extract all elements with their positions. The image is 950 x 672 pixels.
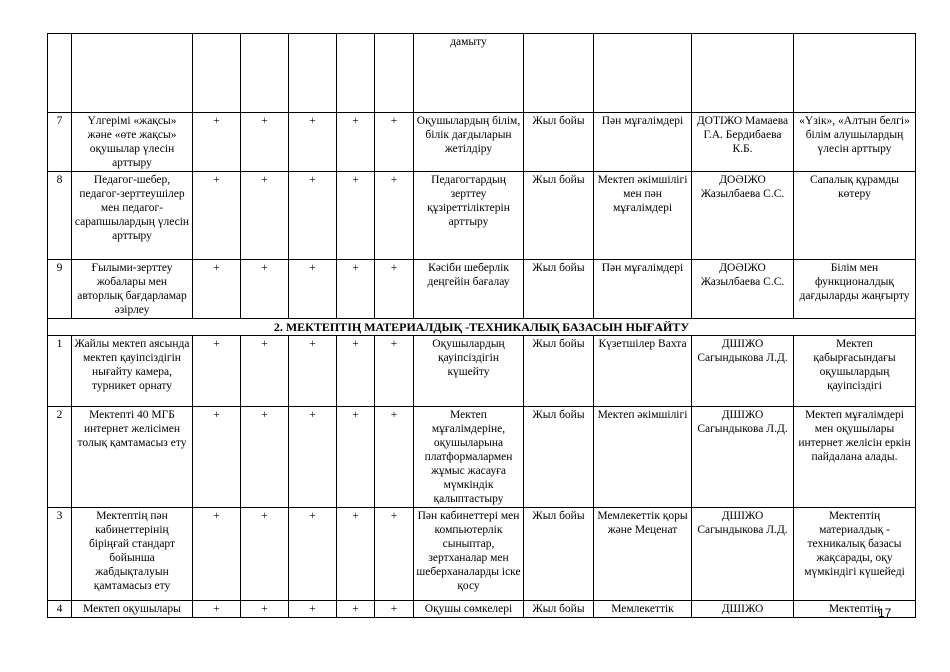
row-number: 4	[48, 601, 72, 618]
term-cell: Жыл бойы	[524, 260, 594, 319]
page-number: 17	[878, 606, 892, 620]
responsible-cell	[692, 34, 794, 113]
goal-cell: Оқушылардың қауіпсіздігін күшейту	[414, 336, 524, 407]
plus-cell: +	[193, 508, 241, 601]
row-number: 7	[48, 113, 72, 172]
result-cell	[794, 34, 916, 113]
plus-cell: +	[241, 508, 289, 601]
plus-cell	[375, 34, 414, 113]
plus-cell: +	[193, 407, 241, 508]
result-cell: Мектептің материалдық - техникалық базасы жақсарады, оқу мүмкіндігі күшейеді	[794, 508, 916, 601]
plus-cell: +	[193, 260, 241, 319]
row-number: 2	[48, 407, 72, 508]
responsible-cell: ДШІЖО	[692, 601, 794, 618]
plus-cell: +	[337, 508, 375, 601]
result-cell: Мектептің	[794, 601, 916, 618]
plus-cell: +	[193, 336, 241, 407]
result-cell: Мектеп қабырғасындағы оқушылардың қауіпсіздігі	[794, 336, 916, 407]
goal-cell: Кәсіби шеберлік деңгейін бағалау	[414, 260, 524, 319]
plus-cell: +	[337, 336, 375, 407]
responsible-cell: ДОӘІЖО Жазылбаева С.С.	[692, 172, 794, 260]
plus-cell	[193, 34, 241, 113]
row-number	[48, 34, 72, 113]
row-number: 9	[48, 260, 72, 319]
result-cell: Білім мен функционалдық дағдыларды жаңғырту	[794, 260, 916, 319]
executor-cell: Пән мұғалімдері	[594, 260, 692, 319]
goal-cell: дамыту	[414, 34, 524, 113]
plus-cell	[241, 34, 289, 113]
activity-cell: Үлгерімі «жақсы» және «өте жақсы» оқушылар үлесін арттыру	[72, 113, 193, 172]
plus-cell: +	[241, 336, 289, 407]
plus-cell: +	[241, 260, 289, 319]
responsible-cell: ДОТІЖО Мамаева Г.А. Бердибаева К.Б.	[692, 113, 794, 172]
responsible-cell: ДОӘІЖО Жазылбаева С.С.	[692, 260, 794, 319]
goal-cell: Мектеп мұғалімдеріне, оқушыларына платформалармен жұмыс жасауға мүмкіндік қалыптастыру	[414, 407, 524, 508]
term-cell: Жыл бойы	[524, 113, 594, 172]
plus-cell: +	[289, 601, 337, 618]
plus-cell: +	[289, 113, 337, 172]
executor-cell	[594, 34, 692, 113]
executor-cell: Пән мұғалімдері	[594, 113, 692, 172]
row-number: 1	[48, 336, 72, 407]
plus-cell: +	[337, 601, 375, 618]
plus-cell: +	[375, 407, 414, 508]
plus-cell: +	[375, 601, 414, 618]
plus-cell: +	[241, 601, 289, 618]
plus-cell: +	[289, 407, 337, 508]
executor-cell: Күзетшілер Вахта	[594, 336, 692, 407]
plus-cell: +	[337, 260, 375, 319]
responsible-cell: ДШІЖО Сагындыкова Л.Д.	[692, 336, 794, 407]
plus-cell: +	[193, 113, 241, 172]
plus-cell: +	[375, 260, 414, 319]
goal-cell: Пән кабинеттері мен компьютерлік сыныптар, зертханалар мен шеберханаларды іске қосу	[414, 508, 524, 601]
executor-cell: Мемлекеттік қоры және Меценат	[594, 508, 692, 601]
term-cell	[524, 34, 594, 113]
table-row	[48, 407, 916, 508]
table-row	[48, 34, 916, 113]
executor-cell: Мектеп әкімшілігі мен пән мұғалімдері	[594, 172, 692, 260]
activity-cell	[72, 34, 193, 113]
activity-cell: Педагог-шебер, педагог-зерттеушілер мен педагог-сарапшылардың үлесін арттыру	[72, 172, 193, 260]
table-row	[48, 113, 916, 172]
goal-cell: Оқушы сөмкелері	[414, 601, 524, 618]
plus-cell: +	[193, 172, 241, 260]
plus-cell: +	[289, 172, 337, 260]
plus-cell: +	[241, 172, 289, 260]
activity-cell: Жайлы мектеп аясында мектеп қауіпсіздігін нығайту камера, турникет орнату	[72, 336, 193, 407]
plus-cell: +	[375, 172, 414, 260]
plus-cell: +	[375, 508, 414, 601]
table-row	[48, 172, 916, 260]
table-row	[48, 336, 916, 407]
table-row	[48, 508, 916, 601]
plus-cell: +	[241, 113, 289, 172]
table-row	[48, 601, 916, 618]
goal-cell: Педагогтардың зерттеу құзіреттіліктерін арттыру	[414, 172, 524, 260]
term-cell: Жыл бойы	[524, 508, 594, 601]
result-cell: Мектеп мұғалімдері мен оқушылары интернет желісін еркін пайдалана алады.	[794, 407, 916, 508]
plus-cell: +	[375, 113, 414, 172]
activity-cell: Ғылыми-зерттеу жобалары мен авторлық бағдарламар әзірлеу	[72, 260, 193, 319]
goal-cell: Оқушылардың білім, білік дағдыларын жетілдіру	[414, 113, 524, 172]
executor-cell: Мектеп әкімшілігі	[594, 407, 692, 508]
row-number: 3	[48, 508, 72, 601]
table-row	[48, 260, 916, 319]
row-number: 8	[48, 172, 72, 260]
plus-cell: +	[241, 407, 289, 508]
plus-cell: +	[289, 508, 337, 601]
plus-cell	[289, 34, 337, 113]
section-title: 2. МЕКТЕПТІҢ МАТЕРИАЛДЫҚ -ТЕХНИКАЛЫҚ БАЗАСЫН НЫҒАЙТУ	[48, 319, 916, 336]
section-row	[48, 319, 916, 336]
activity-cell: Мектепті 40 МГБ интернет желісімен толық қамтамасыз ету	[72, 407, 193, 508]
plan-table	[47, 33, 916, 618]
plus-cell: +	[289, 336, 337, 407]
plus-cell: +	[375, 336, 414, 407]
result-cell: «Үзік», «Алтын белгі» білім алушылардың үлесін арттыру	[794, 113, 916, 172]
executor-cell: Мемлекеттік	[594, 601, 692, 618]
plus-cell: +	[337, 113, 375, 172]
plus-cell	[337, 34, 375, 113]
plus-cell: +	[337, 172, 375, 260]
plus-cell: +	[337, 407, 375, 508]
plus-cell: +	[193, 601, 241, 618]
term-cell: Жыл бойы	[524, 172, 594, 260]
activity-cell: Мектептің пән кабинеттерінің біріңғай стандарт бойынша жабдықталуын қамтамасыз ету	[72, 508, 193, 601]
activity-cell: Мектеп оқушылары	[72, 601, 193, 618]
term-cell: Жыл бойы	[524, 601, 594, 618]
term-cell: Жыл бойы	[524, 407, 594, 508]
responsible-cell: ДШІЖО Сагындыкова Л.Д.	[692, 508, 794, 601]
term-cell: Жыл бойы	[524, 336, 594, 407]
plus-cell: +	[289, 260, 337, 319]
responsible-cell: ДШІЖО Сагындыкова Л.Д.	[692, 407, 794, 508]
result-cell: Сапалық құрамды көтеру	[794, 172, 916, 260]
